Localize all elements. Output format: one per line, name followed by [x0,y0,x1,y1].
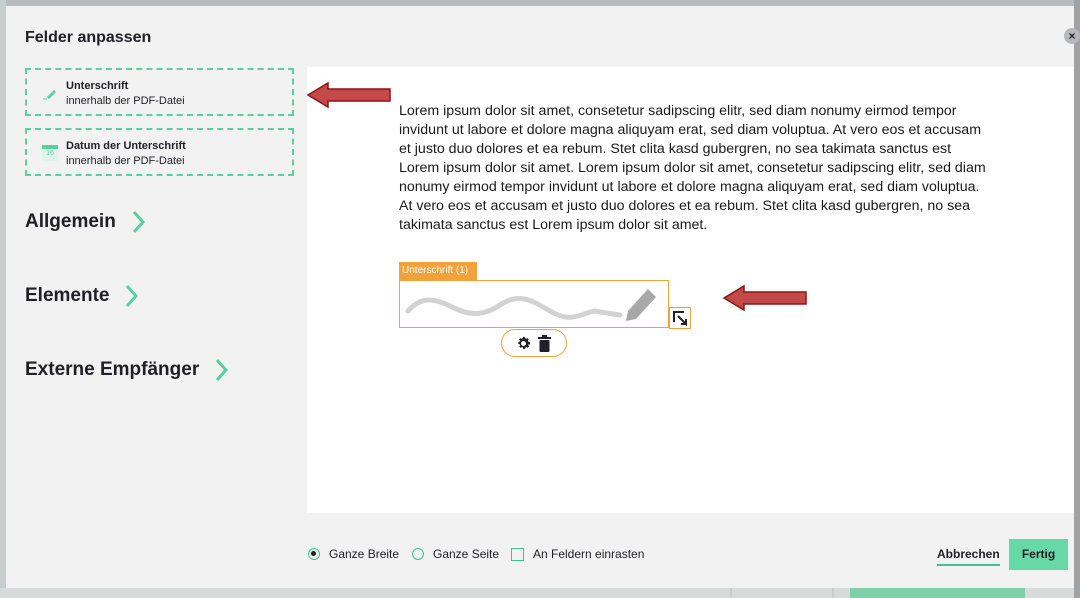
nav-item-label: Allgemein [25,211,116,232]
annotation-arrow-icon [722,283,810,313]
option-snap-to-fields[interactable] [511,547,644,561]
annotation-arrow-icon [306,80,394,110]
option-full-page[interactable] [412,547,499,561]
chevron-right-icon [130,210,146,234]
gear-icon[interactable] [515,335,532,352]
field-card-title: Unterschrift [66,80,129,92]
calendar-day: 16 [46,150,54,157]
done-button[interactable]: Fertig [1009,539,1068,570]
resize-handle[interactable] [669,307,691,329]
field-card-subtitle: innerhalb der PDF-Datei [66,155,185,167]
field-card-signature-date[interactable] [25,128,294,176]
background-green-element [850,588,1025,598]
cancel-button[interactable]: Abbrechen [937,547,1000,566]
option-label: Ganze Breite [329,547,400,561]
nav-item-externe-empfaenger[interactable] [25,358,229,382]
document-text: Lorem ipsum dolor sit amet, consetetur sadipscing elitr, sed diam nonumy eirmod tempor invidunt ut labore et dolore magna aliquyam erat, sed diam voluptua. At vero eos et accusam et justo duo dolores et ea rebum. Stet clita kasd gubergren, no sea takimata sanctus est Lorem ipsum dolor sit amet. Lorem ipsum dolor sit amet, consetetur sadipscing elitr, sed diam nonumy eirmod tempor invidunt ut labore et dolore magna aliquyam erat, sed diam voluptua. At vero eos et accusam et justo duo dolores et ea rebum. Stet clita kasd gubergren, no sea takimata sanctus est Lorem ipsum dolor sit amet. [399,103,986,233]
trash-icon[interactable] [538,335,551,352]
field-card-subtitle: innerhalb der PDF-Datei [66,95,185,107]
option-label: Ganze Seite [433,547,500,561]
radio-button[interactable] [308,548,320,560]
background-right [1074,0,1080,598]
close-button[interactable]: × [1064,28,1080,44]
pen-icon [42,85,58,101]
document-preview [307,67,1074,513]
nav-item-elemente[interactable] [25,284,139,308]
chevron-right-icon [213,358,229,382]
option-full-width[interactable] [308,547,399,561]
signature-field-label: Unterschrift (1) [399,262,477,280]
signature-placeholder-icon [400,281,668,327]
resize-icon [670,308,690,328]
chevron-right-icon [123,284,139,308]
background-divider [832,588,834,598]
option-label: An Feldern einrasten [533,547,645,561]
nav-item-label: Elemente [25,285,110,306]
radio-button[interactable] [412,548,424,560]
field-toolbar [501,329,567,357]
customize-fields-modal [6,6,1074,588]
nav-item-allgemein[interactable] [25,210,146,234]
modal-title: Felder anpassen [25,29,152,46]
nav-item-label: Externe Empfänger [25,359,200,380]
calendar-icon [42,145,58,161]
field-card-title: Datum der Unterschrift [66,140,186,152]
field-card-signature[interactable] [25,68,294,116]
signature-field[interactable] [399,280,669,328]
background-divider [730,588,732,598]
checkbox[interactable] [511,548,524,561]
